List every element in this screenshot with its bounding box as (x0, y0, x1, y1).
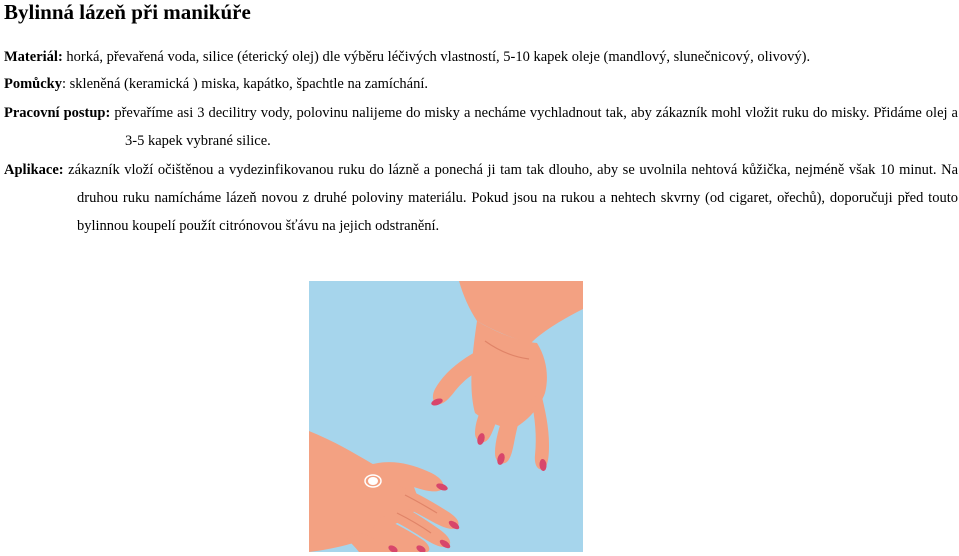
material-label: Materiál: (4, 49, 63, 65)
postup-text: převaříme asi 3 decilitry vody, polovinu nalijeme do misky a necháme vychladnout tak, aby zákazník mohl vložit ruku do misky. Přidáme olej a 3-5 kapek vybrané silice. (110, 105, 958, 149)
material-paragraph (4, 48, 810, 66)
aplikace-text: zákazník vloží očištěnou a vydezinfikovanou ruku do lázně a ponechá ji tam tak dlouho, aby se uvolnila nehtová kůžička, nejméně však 10 minut. Na druhou ruku namícháme lázeň novou z druhé poloviny materiálu. Pokud jsou na rukou a nehtech skvrny (od cigaret, ořechů), doporučuji před touto bylinnou koupelí použít citrónovou šťávu na jejich odstranění. (63, 162, 958, 234)
ring-icon (368, 477, 378, 485)
manicured-hands-illustration (309, 281, 583, 552)
aplikace-label: Aplikace: (4, 162, 64, 178)
pomucky-label: Pomůcky (4, 76, 62, 92)
pomucky-paragraph (4, 75, 428, 93)
postup-label: Pracovní postup: (4, 105, 111, 121)
aplikace-paragraph (4, 156, 958, 240)
postup-paragraph (4, 99, 958, 155)
material-text: horká, převařená voda, silice (éterický olej) dle výběru léčivých vlastností, 5-10 kapek oleje (mandlový, slunečnicový, olivový). (62, 49, 811, 65)
pomucky-text: : skleněná (keramická ) miska, kapátko, špachtle na zamíchání. (62, 76, 428, 92)
page-title: Bylinná lázeň při manikúře (4, 0, 251, 24)
